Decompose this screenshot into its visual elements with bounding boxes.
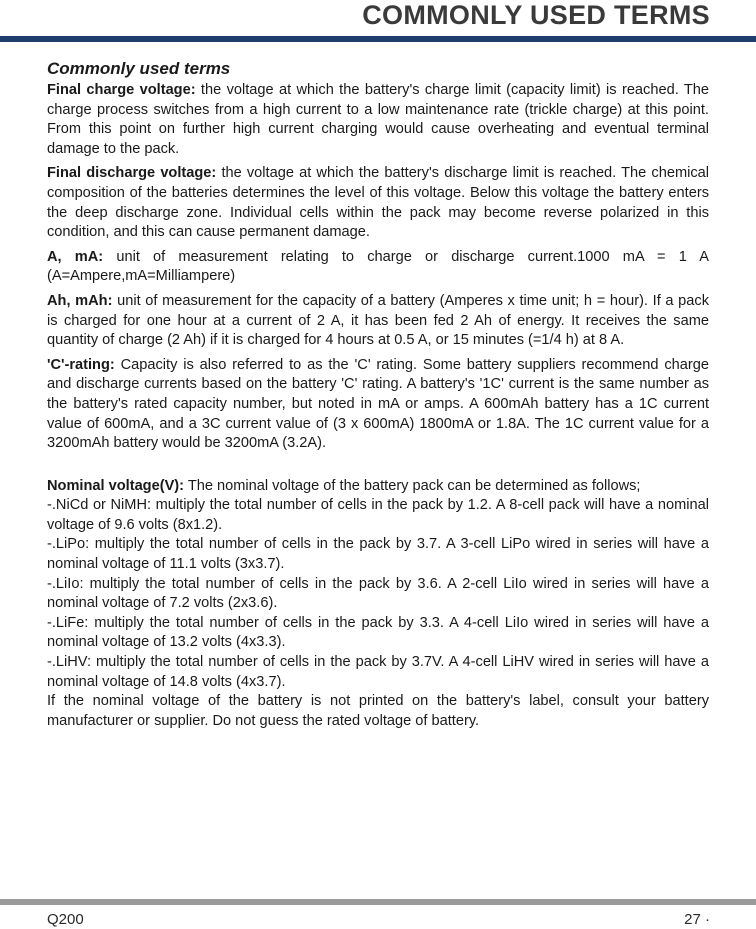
section-title: Commonly used terms (47, 59, 231, 78)
page-number: 27 · (684, 911, 710, 928)
footer-rule (0, 899, 756, 905)
term-c-rating (47, 356, 709, 454)
list-item: -.LiFe: multiply the total number of cells in the pack by 3.3. A 4-cell LiIo wired in series will have a nominal voltage of 13.2 volts (4x3.3). (47, 614, 709, 651)
term-label: A, mA: (47, 248, 104, 265)
list-item: -.NiCd or NiMH: multiply the total number of cells in the pack by 1.2. A 8-cell pack will have a nominal voltage of 9.6 volts (8x1.2). (47, 497, 709, 533)
term-label: 'C'-rating: (47, 356, 115, 373)
term-label: Nominal voltage(V): (47, 477, 185, 494)
closing-note: If the nominal voltage of the battery is not printed on the battery's label, consult your battery manufacturer or supplier. Do not guess the rated voltage of battery. (47, 693, 709, 729)
term-definition: unit of measurement for the capacity of a battery (Amperes x time unit; h = hour). If a pack is charged for one hour at a current of 2 A, it has been fed 2 Ah of energy. It receives the same quantity of charge (2 Ah) if it is charged for 4 hours at 0.5 A, or 15 minutes (=1/4 h) at 8 A. (47, 292, 709, 349)
term-label: Ah, mAh: (47, 292, 113, 309)
term-a-ma (47, 248, 709, 287)
footer-model: Q200 (47, 911, 84, 928)
list-item: -.LiHV: multiply the total number of cells in the pack by 3.7V. A 4-cell LiHV wired in series will have a nominal voltage of 14.8 volts (4x3.7). (47, 654, 709, 690)
term-definition: Capacity is also referred to as the 'C' rating. Some battery suppliers recommend charge and discharge currents based on the battery 'C' rating. A battery's '1C' current is the same number as the battery's rated capacity number, but noted in mA or amps. A 600mAh battery has a 1C current value of 600mA, and a 3C current value of (3 x 600mA) 1800mA or 1.8A. The 1C current value for a 3200mAh battery would be 3200mA (3.2A). (47, 356, 709, 452)
term-final-charge-voltage (47, 81, 709, 159)
term-final-discharge-voltage (47, 164, 709, 242)
term-definition: the voltage at which the battery's discharge limit is reached. The chemical composition of the batteries determines the level of this voltage. Below this voltage the battery enters the deep discharge zone. Individual cells within the pack may become reverse polarized in this condition, and this can cause permanent damage. (47, 165, 710, 241)
term-definition: unit of measurement relating to charge or discharge current.1000 mA = 1 A (A=Ampere,mA=Milliampere) (47, 248, 709, 285)
term-definition: The nominal voltage of the battery pack can be determined as follows; (184, 477, 641, 494)
term-nominal-voltage (47, 477, 709, 497)
term-label: Final discharge voltage: (47, 165, 217, 182)
term-definition: the voltage at which the battery's charge limit (capacity limit) is reached. The charge process switches from a high current to a low maintenance rate (trickle charge) at this point. From this point on further high current charging would cause overheating and eventual terminal damage to the pack. (47, 82, 709, 157)
list-item: -.LiPo: multiply the total number of cells in the pack by 3.7. A 3-cell LiPo wired in series will have a nominal voltage of 11.1 volts (3x3.7). (47, 536, 709, 573)
spacer (47, 459, 709, 477)
term-label: Final charge voltage: (47, 82, 196, 98)
header-rule (0, 36, 756, 42)
page-header-title: COMMONLY USED TERMS (362, 0, 710, 30)
list-item: -.LiIo: multiply the total number of cells in the pack by 3.6. A 2-cell LiIo wired in series will have a nominal voltage of 7.2 volts (2x3.6). (47, 575, 709, 612)
term-ah-mah (47, 292, 709, 351)
document-body (47, 58, 709, 731)
